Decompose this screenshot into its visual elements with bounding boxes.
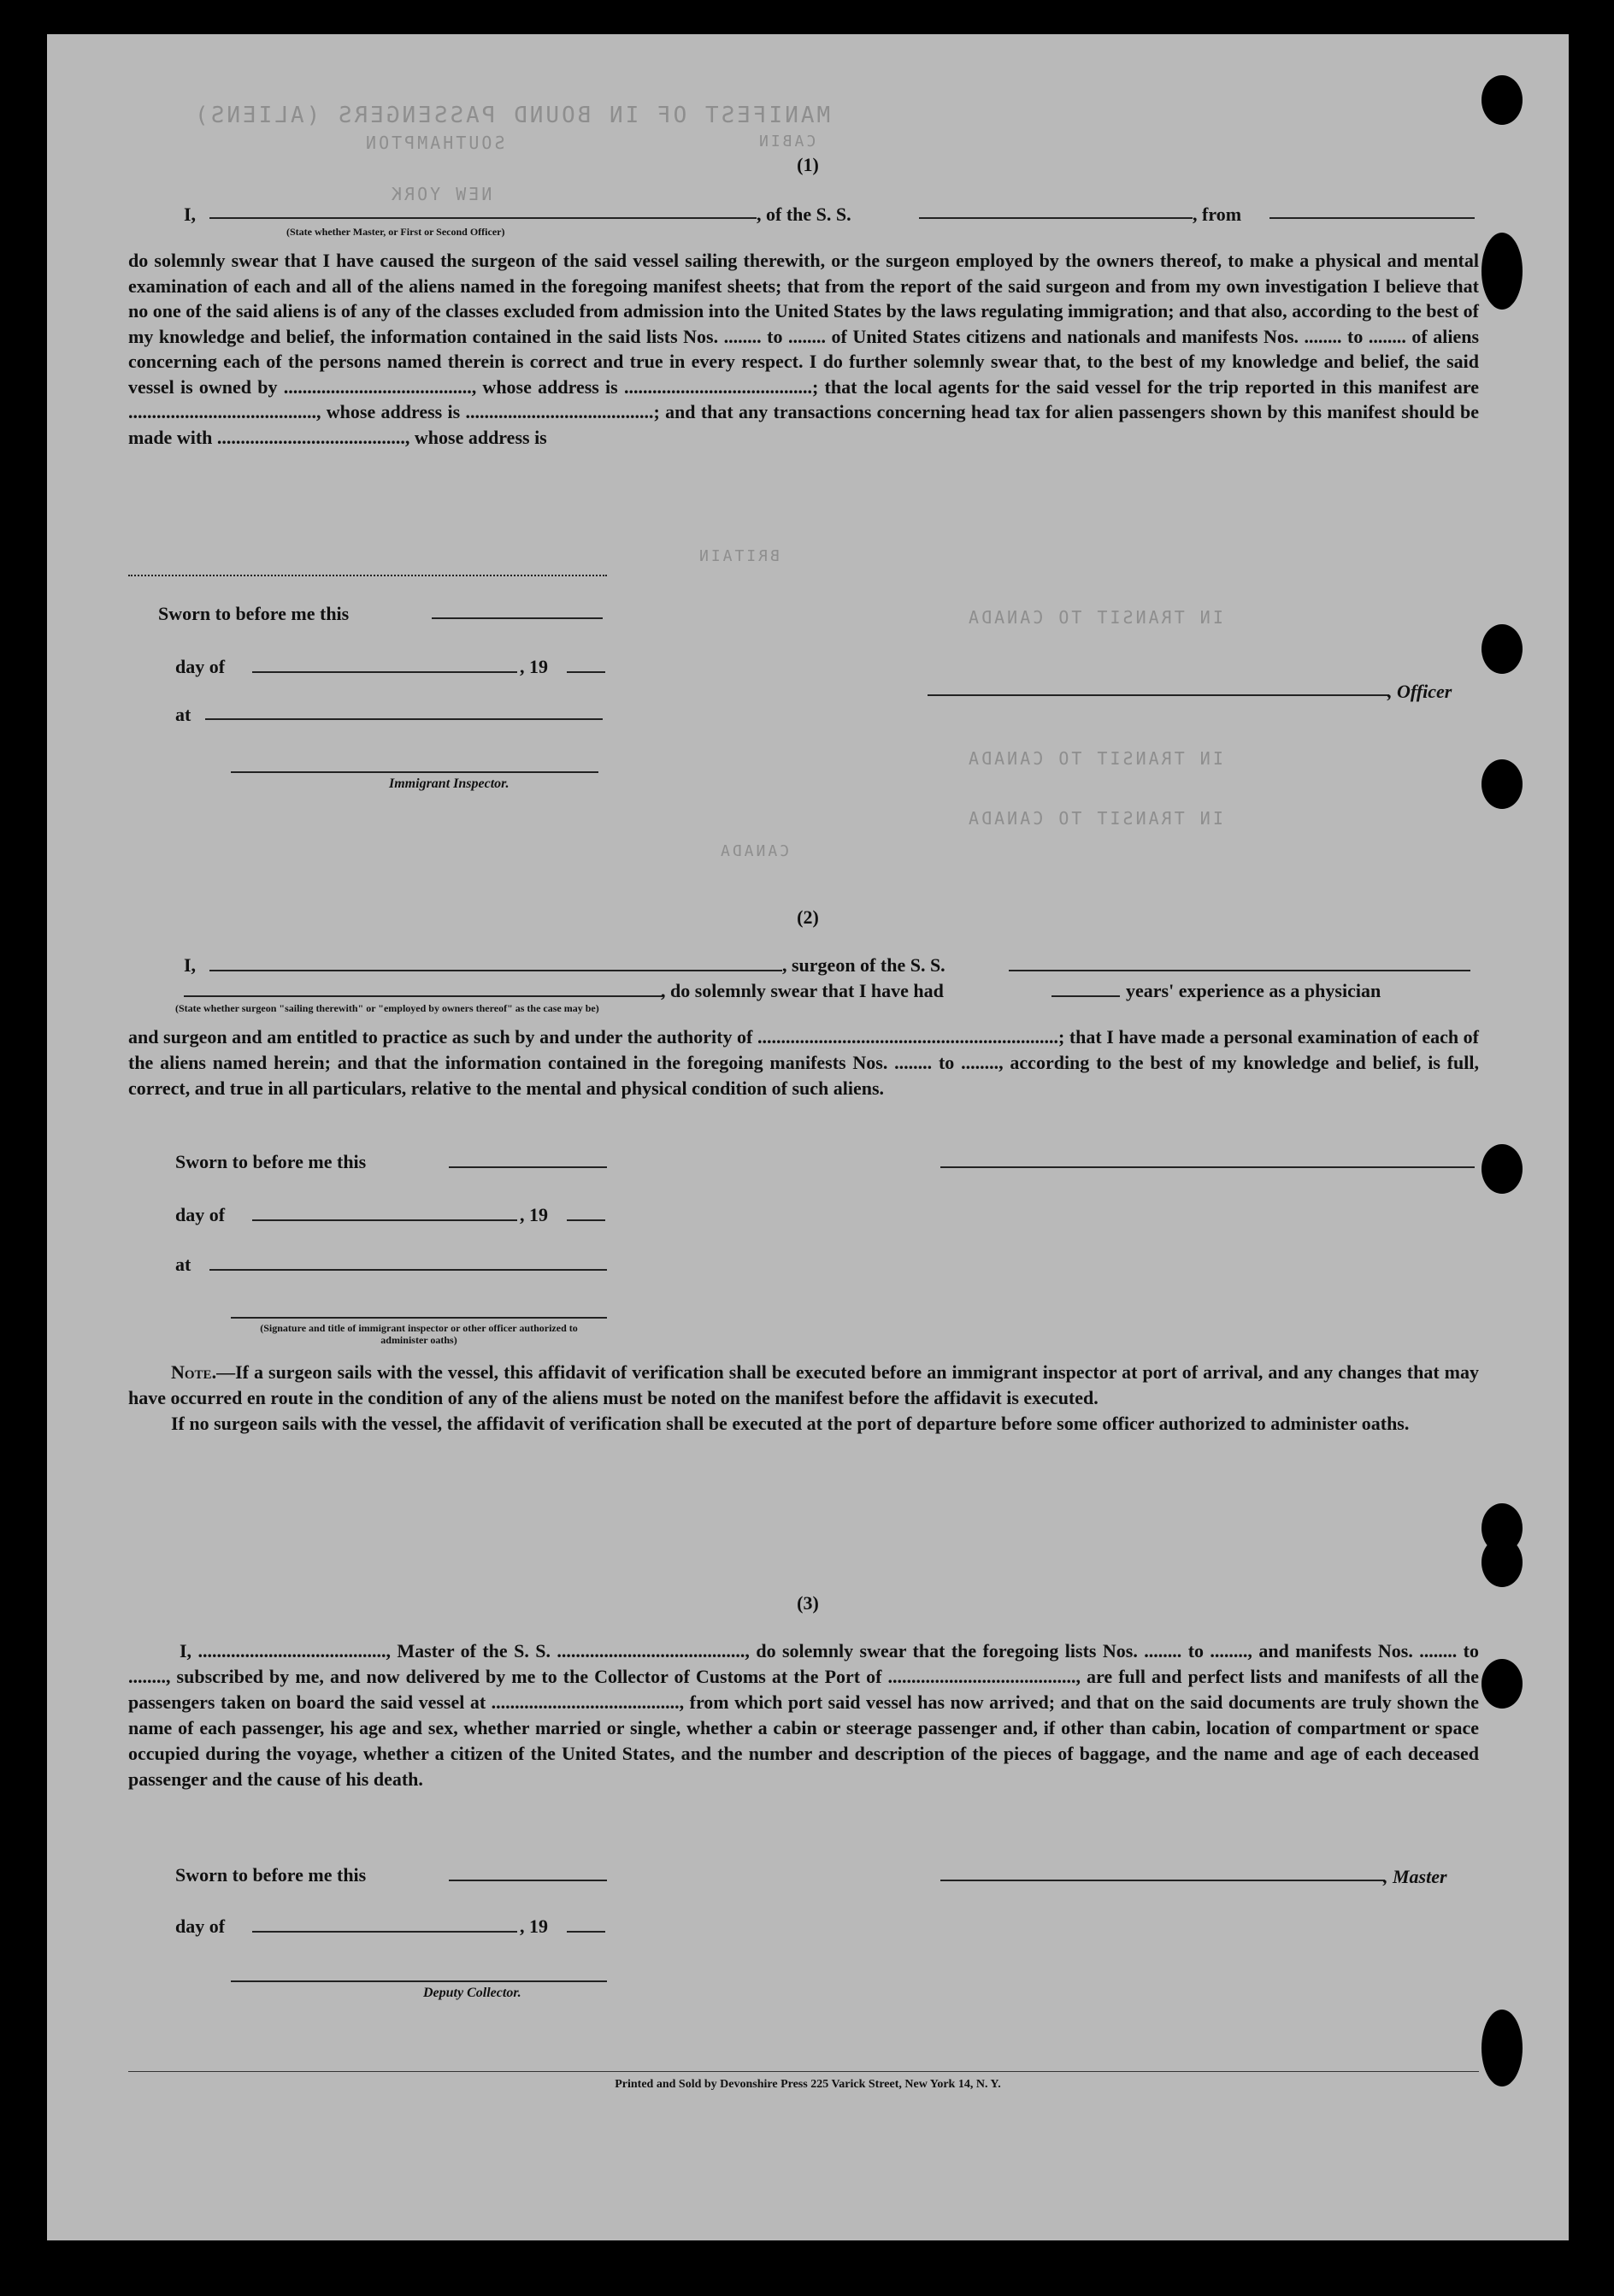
s2-year-field	[567, 1219, 605, 1221]
punch-hole	[1481, 759, 1523, 809]
collector-signature-line	[231, 1980, 607, 1982]
bleed-transit: IN TRANSIT TO CANADA	[966, 748, 1223, 769]
s2-year: , 19	[520, 1204, 548, 1225]
s2-line1-prefix: I,	[184, 954, 197, 976]
punch-hole	[1481, 1144, 1523, 1194]
inspector-signature-line	[231, 771, 598, 773]
s1-line1-end: , from	[1193, 204, 1242, 225]
s2-paragraph	[128, 1024, 1479, 1101]
s2-at-field	[209, 1269, 607, 1271]
punch-hole	[1481, 75, 1523, 125]
note-label: Note.	[171, 1361, 217, 1383]
punch-hole	[1481, 1538, 1523, 1587]
s1-year: , 19	[520, 656, 548, 677]
s2-caption: (State whether surgeon "sailing therewith" or "employed by owners thereof" as the case may be)	[175, 1002, 599, 1014]
s3-sworn-field	[449, 1880, 607, 1881]
s1-line1-prefix: I,	[184, 204, 197, 225]
s3-paragraph-text: I, ........................................, Master of the S. S. ........................................, do solemnly swear that the foregoing lists Nos. ........ to ........, and manifests Nos. ........ to ........, subscribed by me, and now delivered by me to the Collector of Customs at the Port of ........................................, are full and perfect lists and manifests of all the passengers taken on board the said vessel at ........................................, from which port said vessel has now arrived; and that on the said documents are truly shown the name of each passenger, his age and sex, whether married or single, whether a cabin or steerage passenger and, if other than cabin, location of compartment or space occupied during the voyage, whether a citizen of the United States, and the number and description of the pieces of baggage, and the name and age of each deceased passenger and the cause of his death.	[128, 1640, 1479, 1790]
s3-year-field	[567, 1931, 605, 1933]
s2-note	[128, 1360, 1479, 1437]
s1-dotted-line	[128, 575, 607, 576]
s1-from-field	[1269, 217, 1475, 219]
s2-day-field	[252, 1219, 517, 1221]
s1-day: day of	[175, 656, 226, 677]
s2-sworn-field	[449, 1166, 607, 1168]
bleed-britain: BRITAIN	[697, 547, 780, 565]
s1-paragraph-text: do solemnly swear that I have caused the surgeon of the said vessel sailing therewith, or the surgeon employed by the owners thereof, to make a physical and mental examination of each and all of the aliens named in the foregoing manifest sheets; that from the report of the said surgeon and from my own investigation I believe that no one of the said aliens is of any of the classes excluded from admission into the United States by the laws regulating immigration; and that also, according to the best of my knowledge and belief, the information contained in the said lists Nos. ........ to ........ of United States citizens and nationals and manifests Nos. ........ to ........ of aliens concerning each of the persons named therein is correct and true in every respect. I do further solemnly swear that, to the best of my knowledge and belief, the said vessel is owned by ........................................, whose address is ........................................; that the local agents for the said vessel for the trip reported in this manifest are ........................................, whose address is ........................................; and that any transactions concerning head tax for alien passengers shown by this manifest should be made with ........................................, whose address is	[128, 250, 1479, 448]
punch-hole	[1481, 233, 1523, 310]
s2-note2: If no surgeon sails with the vessel, the affidavit of verification shall be executed at the port of departure before some officer authorized to administer oaths.	[171, 1413, 1410, 1434]
s1-at-field	[205, 718, 603, 720]
s1-vessel-field	[919, 217, 1193, 219]
printer-footer: Printed and Sold by Devonshire Press 225 Varick Street, New York 14, N. Y.	[615, 2078, 1001, 2091]
officer-signature-line	[928, 694, 1389, 696]
section-2-number: (2)	[797, 906, 819, 928]
s1-inspector: Immigrant Inspector.	[389, 776, 510, 791]
punch-hole	[1481, 624, 1523, 674]
s2-signature-caption: (Signature and title of immigrant inspector or other officer authorized to administer oaths)	[260, 1322, 578, 1346]
s1-officer: , Officer	[1387, 681, 1452, 702]
s1-paragraph	[128, 248, 1479, 450]
punch-hole	[1481, 2010, 1523, 2086]
s1-caption: (State whether Master, or First or Second Officer)	[286, 226, 505, 238]
s2-signature-line	[231, 1317, 607, 1319]
bleed-transit: IN TRANSIT TO CANADA	[966, 808, 1223, 829]
s2-type-field	[184, 995, 663, 997]
bleed-cabin: CABIN	[757, 133, 816, 151]
bleed-canada: CANADA	[718, 842, 790, 860]
s2-vessel-field	[1009, 970, 1470, 971]
manifest-page	[47, 34, 1569, 2240]
s3-sworn: Sworn to before me this	[175, 1864, 367, 1886]
s2-sworn: Sworn to before me this	[175, 1151, 367, 1172]
punch-hole	[1481, 1659, 1523, 1709]
section-1-number: (1)	[797, 154, 819, 175]
bleed-header: MANIFEST OF IN BOUND PASSENGERS (ALIENS)	[192, 103, 831, 128]
s2-inspector-signature-line	[940, 1166, 1475, 1168]
s1-year-field	[567, 671, 605, 673]
s1-at: at	[175, 704, 191, 725]
s2-line2-b: years' experience as a physician	[1126, 980, 1381, 1001]
s2-at: at	[175, 1254, 191, 1275]
s1-sworn: Sworn to before me this	[158, 603, 350, 624]
master-signature-line	[940, 1880, 1385, 1881]
s3-day: day of	[175, 1915, 226, 1937]
s2-paragraph-text: and surgeon and am entitled to practice as such by and under the authority of ................................................................; that I have made a personal examination of each of the aliens named herein; and that the information contained in the foregoing manifests Nos. ........ to ........, according to the best of my knowledge and belief, is full, correct, and true in all particulars, relative to the mental and physical condition of such aliens.	[128, 1026, 1479, 1099]
s3-paragraph	[128, 1638, 1479, 1792]
section-3-number: (3)	[797, 1592, 819, 1614]
s3-master: , Master	[1383, 1866, 1447, 1887]
bleed-transit: IN TRANSIT TO CANADA	[966, 607, 1223, 628]
note-text: —If a surgeon sails with the vessel, this affidavit of verification shall be executed before an immigrant inspector at port of arrival, and any changes that may have occurred en route in the condition of any of the aliens must be noted on the manifest before the affidavit is executed.	[128, 1361, 1479, 1408]
s2-name-field	[209, 970, 782, 971]
s1-name-field	[209, 217, 757, 219]
s2-years-field	[1051, 995, 1120, 997]
bleed-from: SOUTHAMPTON	[363, 133, 505, 153]
bleed-to: NEW YORK	[389, 184, 492, 204]
s3-year: , 19	[520, 1915, 548, 1937]
s3-day-field	[252, 1931, 517, 1933]
footer-rule	[128, 2071, 1479, 2072]
s2-line1-mid: , surgeon of the S. S.	[782, 954, 945, 976]
s3-collector: Deputy Collector.	[423, 1986, 521, 2000]
s2-day: day of	[175, 1204, 226, 1225]
s2-line2-a: , do solemnly swear that I have had	[661, 980, 944, 1001]
s1-day-field	[252, 671, 517, 673]
s1-sworn-field	[432, 617, 603, 619]
s1-line1-mid: , of the S. S.	[757, 204, 851, 225]
s2-note-paragraph	[128, 1360, 1479, 1411]
